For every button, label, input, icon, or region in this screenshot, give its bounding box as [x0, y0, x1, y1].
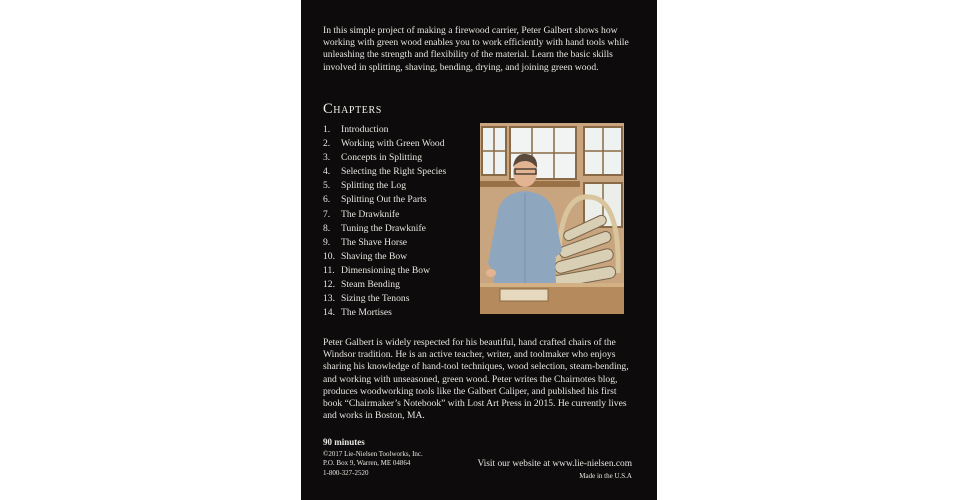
chapter-number: 5.: [323, 180, 331, 192]
chapter-label: The Drawknife: [341, 208, 400, 220]
chapter-item: [323, 236, 446, 250]
chapter-label: Introduction: [341, 124, 389, 135]
chapter-item: [323, 179, 446, 193]
address-line: P.O. Box 9, Warren, ME 04864: [323, 459, 411, 468]
chapter-number: 10.: [323, 250, 335, 262]
intro-text: In this simple project of making a firewood carrier, Peter Galbert shows how working with green wood enables you to work efficiently with hand tools while unleashing the strength and flexibility of the material. Learn the basic skills involved in splitting, shaving, bending, drying, and joining green wood.: [323, 25, 629, 73]
chapter-item: [323, 292, 446, 306]
chapter-label: Working with Green Wood: [341, 138, 445, 150]
author-bio: Peter Galbert is widely respected for his beautiful, hand crafted chairs of the Windsor tradition. He is an active teacher, writer, and toolmaker who enjoys sharing his knowledge of hand-tool techniques, wood selection, steam-bending, and working with unseasoned, green wood. Peter writes the Chairnotes blog, produces woodworking tools like the Galbert Caliper, and published his first book “Chairmaker’s Notebook” with Lost Art Press in 2015. He currently lives and works in Boston, MA.: [323, 337, 629, 422]
chapter-item: [323, 165, 446, 179]
runtime: 90 minutes: [323, 437, 365, 447]
chapter-label: Splitting Out the Parts: [341, 194, 427, 206]
chapter-number: 14.: [323, 307, 335, 319]
phone-line: 1-800-327-2520: [323, 468, 369, 477]
chapter-label: Steam Bending: [341, 279, 400, 291]
chapter-item: [323, 250, 446, 264]
chapter-number: 13.: [323, 293, 335, 305]
author-photo: [480, 123, 624, 314]
chapter-item: [323, 151, 446, 165]
chapter-label: Selecting the Right Species: [341, 166, 447, 178]
chapter-item: [323, 137, 446, 151]
chapter-number: 9.: [323, 236, 331, 248]
chapter-number: 7.: [323, 208, 331, 220]
chapter-item: [323, 193, 446, 207]
chapter-label: Dimensioning the Bow: [341, 264, 431, 276]
chapter-number: 2.: [323, 138, 331, 150]
chapter-number: 11.: [323, 264, 335, 276]
website-text: Visit our website at www.lie-nielsen.com: [477, 459, 632, 469]
chapters-heading: Chapters: [323, 101, 382, 117]
made-in-text: Made in the U.S.A: [579, 472, 632, 480]
chapter-item: [323, 123, 446, 137]
chapter-label: Concepts in Splitting: [341, 152, 423, 164]
chapter-item: [323, 208, 446, 222]
chapter-number: 6.: [323, 194, 331, 206]
chapter-number: 12.: [323, 279, 335, 291]
chapter-number: 8.: [323, 222, 331, 234]
publisher-info: [323, 450, 423, 478]
chapter-number: 3.: [323, 152, 331, 164]
chapter-label: Shaving the Bow: [341, 250, 408, 262]
chapter-label: Sizing the Tenons: [341, 293, 410, 305]
chapter-list: [323, 123, 446, 320]
chapter-item: [323, 278, 446, 292]
chapter-item: [323, 222, 446, 236]
chapter-number: 1.: [323, 124, 331, 135]
chapter-item: [323, 306, 446, 320]
chapter-label: The Shave Horse: [341, 236, 408, 248]
chapter-label: The Mortises: [341, 307, 392, 319]
copyright-line: ©2017 Lie-Nielsen Toolworks, Inc.: [323, 450, 423, 458]
dvd-back-cover: [301, 0, 657, 500]
chapter-number: 4.: [323, 166, 331, 178]
chapter-item: [323, 264, 446, 278]
chapter-label: Splitting the Log: [341, 180, 407, 192]
chapter-label: Tuning the Drawknife: [341, 222, 426, 234]
